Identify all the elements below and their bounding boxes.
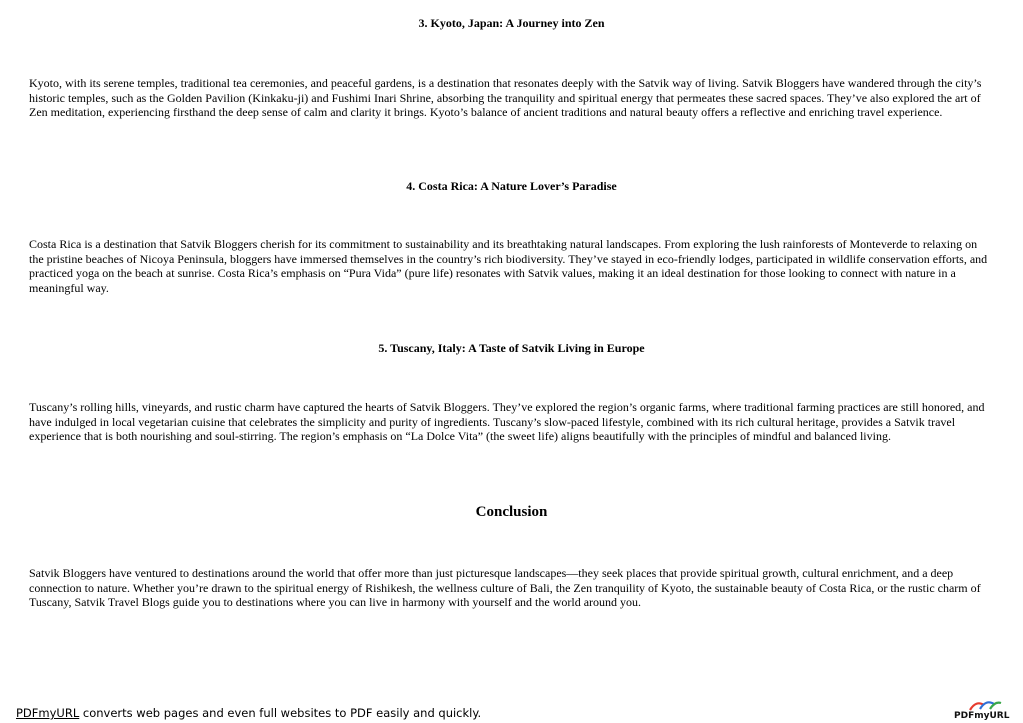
section-heading-tuscany: 5. Tuscany, Italy: A Taste of Satvik Living in Europe <box>378 341 645 355</box>
footer-tagline: converts web pages and even full websites to PDF easily and quickly. <box>79 706 482 720</box>
pdfmyurl-link[interactable]: PDFmyURL <box>16 706 80 720</box>
section-body-tuscany: Tuscany’s rolling hills, vineyards, and rustic charm have captured the hearts of Satvik Bloggers. They’ve explored the region’s organic farms, where traditional farming practices are still honored, and have indulged in local vegetarian cuisine that celebrates the simplicity and purity of ingredients. Tuscany’s slow-paced lifestyle, combined with its rich cultural heritage, provides a Satvik travel experience that is both nourishing and soul-stirring. The region’s emphasis on “La Dolce Vita” (the sweet life) aligns beautifully with the principles of mindful and balanced living. <box>29 400 985 444</box>
section-heading-kyoto: 3. Kyoto, Japan: A Journey into Zen <box>418 16 605 30</box>
section-heading-conclusion: Conclusion <box>475 504 548 520</box>
section-heading-costa-rica: 4. Costa Rica: A Nature Lover’s Paradise <box>406 179 617 193</box>
pdfmyurl-logo[interactable] <box>954 699 1010 721</box>
section-body-kyoto: Kyoto, with its serene temples, traditional tea ceremonies, and peaceful gardens, is a destination that resonates deeply with the Satvik way of living. Satvik Bloggers have wandered through the city’s historic temples, such as the Golden Pavilion (Kinkaku-ji) and Fushimi Inari Shrine, absorbing the tranquility and spiritual energy that permeates these sacred spaces. They’ve also explored the art of Zen meditation, experiencing firsthand the deep sense of calm and clarity it brings. Kyoto’s balance of ancient traditions and natural beauty offers a reflective and enriching travel experience. <box>29 76 982 120</box>
section-body-conclusion: Satvik Bloggers have ventured to destinations around the world that offer more than just picturesque landscapes—they seek places that provide spiritual growth, cultural enrichment, and a deep connection to nature. Whether you’re drawn to the spiritual energy of Rishikesh, the wellness culture of Bali, the Zen tranquility of Kyoto, the sustainable beauty of Costa Rica, or the rustic charm of Tuscany, Satvik Travel Blogs guide you to destinations where you can live in harmony with yourself and the world around you. <box>29 566 981 610</box>
footer-banner <box>16 706 481 720</box>
logo-swoosh-icon <box>968 699 1002 711</box>
logo-wordmark: PDFmyURL <box>954 711 1010 721</box>
section-body-costa-rica: Costa Rica is a destination that Satvik Bloggers cherish for its commitment to sustainability and its breathtaking natural landscapes. From exploring the lush rainforests of Monteverde to relaxing on the pristine beaches of Nicoya Peninsula, bloggers have immersed themselves in the country’s rich biodiversity. They’ve stayed in eco-friendly lodges, participated in wildlife conservation efforts, and practiced yoga on the beach at sunrise. Costa Rica’s emphasis on “Pura Vida” (pure life) resonates with Satvik values, making it an ideal destination for those looking to connect with nature in a meaningful way. <box>29 237 988 296</box>
